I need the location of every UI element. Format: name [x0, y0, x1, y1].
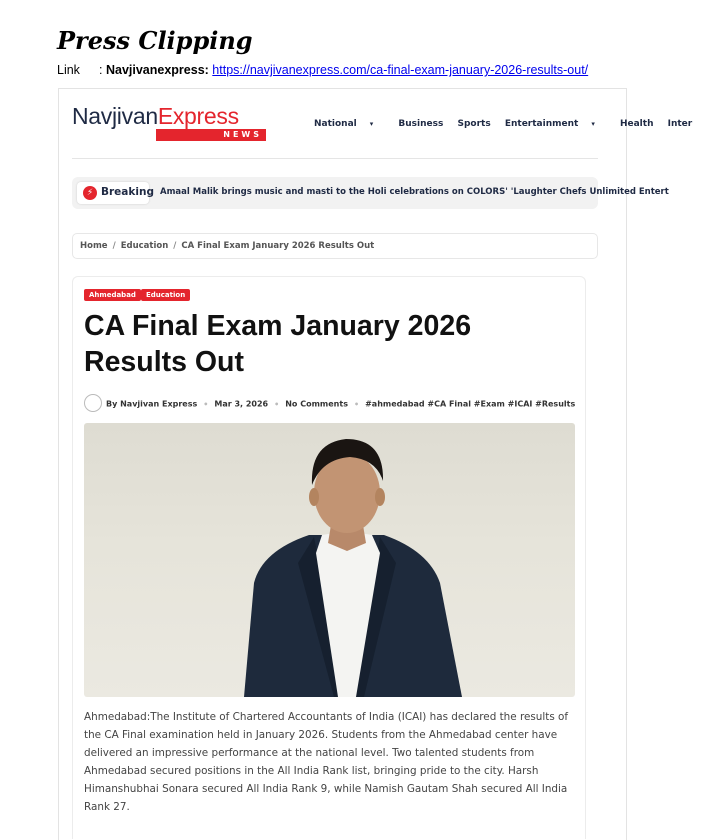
header-divider	[72, 158, 598, 159]
lightning-icon: ⚡	[83, 186, 97, 200]
breaking-ticker-link[interactable]: Amaal Malik brings music and masti to the Holi celebrations on COLORS' 'Laughter Chefs Unlimited Entert	[160, 187, 669, 197]
chevron-down-icon: ▾	[369, 120, 374, 128]
breaking-badge	[77, 182, 154, 204]
press-clipping-heading: Press Clipping	[57, 26, 253, 55]
site-logo[interactable]	[72, 103, 272, 143]
article-photo	[84, 423, 575, 697]
article-body: Ahmedabad:The Institute of Chartered Accountants of India (ICAI) has declared the results of the CA Final examination held in January 2026. Students from the Ahmedabad center have delivered an impressive performance at the national level. Two talented students from Ahmedabad secured positions in the All India Rank list, bringing pride to the city. Harsh Himanshubhai Sonara secured All India Rank 9, while Namish Gautam Shah secured All India Rank 27.	[84, 711, 569, 813]
article-meta: By Navjivan Express • Mar 3, 2026 • No Comments • #ahmedabad #CA Final #Exam #ICAI #Results	[84, 395, 575, 413]
main-nav	[314, 119, 693, 129]
breaking-label: Breaking	[101, 186, 154, 198]
article-title: CA Final Exam January 2026 Results Out	[84, 310, 472, 378]
publish-date: Mar 3, 2026	[214, 399, 269, 409]
nav-item-national[interactable]: National ▾	[314, 119, 374, 129]
comments-link[interactable]: No Comments	[285, 399, 348, 409]
logo-news-bar: NEWS	[156, 129, 266, 141]
tag-education[interactable]: Education	[141, 289, 190, 301]
logo-text-express: Express	[157, 103, 239, 129]
person-portrait-image	[84, 423, 575, 697]
chevron-down-icon: ▾	[591, 120, 595, 128]
clipping-link-line	[57, 63, 588, 77]
nav-item-health[interactable]: Health	[619, 119, 654, 129]
link-label: Link	[57, 63, 80, 77]
breadcrumb-current: CA Final Exam January 2026 Results Out	[181, 241, 375, 251]
hashtags[interactable]: #ahmedabad #CA Final #Exam #ICAI #Results	[365, 399, 576, 409]
breaking-news-bar	[72, 177, 669, 209]
article-url-link[interactable]: https://navjivanexpress.com/ca-final-exam-january-2026-results-out/	[212, 63, 589, 77]
author-name[interactable]: By Navjivan Express	[106, 399, 198, 409]
logo-text-navjivan: Navjivan	[72, 103, 158, 129]
link-colon: :	[99, 63, 103, 77]
nav-item-entertainment[interactable]: Entertainment ▾	[504, 119, 595, 129]
tag-ahmedabad[interactable]: Ahmedabad	[84, 289, 141, 301]
site-name: Navjivanexpress:	[105, 63, 209, 77]
author-avatar[interactable]	[84, 394, 102, 412]
breadcrumb-education[interactable]: Education	[120, 241, 169, 251]
breadcrumb: Home / Education / CA Final Exam January 2026 Results Out	[72, 233, 598, 259]
nav-item-international[interactable]: Inter	[667, 119, 693, 129]
breadcrumb-home[interactable]: Home	[80, 241, 108, 251]
nav-item-sports[interactable]: Sports	[457, 119, 491, 129]
nav-item-business[interactable]: Business	[398, 119, 444, 129]
